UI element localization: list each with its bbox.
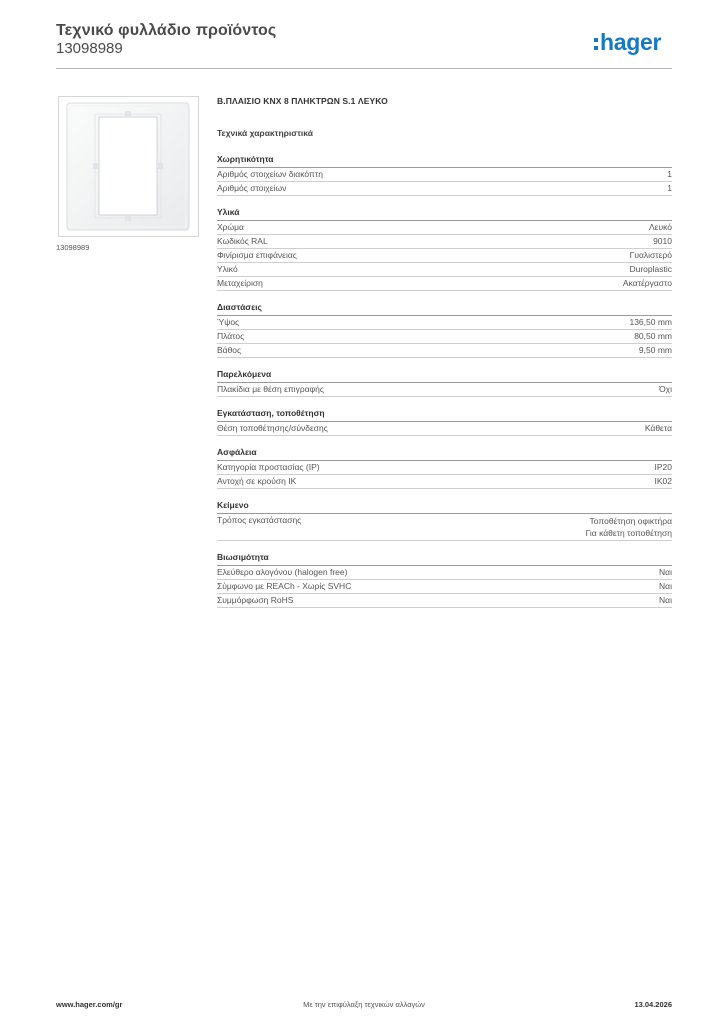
section-title: Κείμενο — [217, 500, 672, 514]
spec-label: Αντοχή σε κρούση IK — [217, 476, 297, 486]
product-name: Β.ΠΛΑΙΣΙΟ KNX 8 ΠΛΗΚΤΡΩΝ S.1 ΛΕΥΚΟ — [217, 96, 388, 106]
spec-label: Συμμόρφωση RoHS — [217, 595, 294, 605]
spec-row — [217, 330, 672, 344]
spec-content — [217, 96, 672, 619]
logo-dots-icon — [594, 38, 598, 50]
hager-logo — [594, 29, 661, 55]
spec-value-line: 80,50 mm — [634, 331, 672, 341]
spec-label: Αριθμός στοιχείων διακόπτη — [217, 169, 323, 179]
spec-value — [630, 249, 672, 262]
spec-value — [586, 514, 672, 540]
spec-value-line: Ναι — [659, 595, 672, 605]
spec-heading: Τεχνικά χαρακτηριστικά — [217, 128, 313, 138]
footer-disclaimer: Με την επιφύλαξη τεχνικών αλλαγών — [303, 1000, 425, 1009]
spec-section — [217, 500, 672, 541]
spec-value — [667, 182, 672, 195]
spec-label: Βάθος — [217, 345, 242, 355]
spec-value — [629, 263, 672, 276]
spec-value — [645, 422, 672, 435]
spec-value-line: Κάθετα — [644, 423, 672, 433]
product-image-caption: 13098989 — [56, 243, 90, 252]
spec-row — [217, 249, 672, 263]
spec-row — [217, 422, 672, 436]
section-title: Χωρητικότητα — [217, 154, 672, 168]
spec-value-line: Τοποθέτηση οφικτήρα — [589, 516, 672, 526]
spec-row — [217, 168, 672, 182]
spec-value — [659, 580, 672, 593]
spec-value — [659, 594, 672, 607]
spec-value-line: Ναι — [659, 567, 672, 577]
spec-value-line: Ακατέργαστο — [622, 278, 672, 288]
spec-value — [655, 475, 673, 488]
spec-section — [217, 552, 672, 608]
spec-label: Μεταχείριση — [217, 278, 263, 288]
spec-value — [623, 277, 672, 290]
spec-row — [217, 235, 672, 249]
spec-label: Φινίρισμα επιφάνειας — [217, 250, 297, 260]
spec-row — [217, 316, 672, 330]
spec-row — [217, 594, 672, 608]
spec-value — [629, 316, 672, 329]
section-title: Παρελκόμενα — [217, 369, 672, 383]
header-divider — [56, 68, 672, 69]
section-title: Διαστάσεις — [217, 302, 672, 316]
footer-website: www.hager.com/gr — [56, 1000, 123, 1009]
spec-label: Τρόπος εγκατάστασης — [217, 515, 302, 525]
spec-label: Κατηγορία προστασίας (IP) — [217, 462, 320, 472]
document-title: Τεχνικό φυλλάδιο προϊόντος — [56, 22, 277, 39]
spec-value — [649, 221, 672, 234]
spec-label: Αριθμός στοιχείων — [217, 183, 287, 193]
spec-value — [659, 383, 672, 396]
spec-row — [217, 514, 672, 541]
spec-value-line: Λευκό — [649, 222, 672, 232]
spec-row — [217, 475, 672, 489]
spec-row — [217, 221, 672, 235]
spec-row — [217, 580, 672, 594]
spec-value — [655, 461, 673, 474]
spec-section — [217, 447, 672, 489]
spec-section — [217, 154, 672, 196]
spec-value — [653, 235, 672, 248]
spec-label: Χρώμα — [217, 222, 244, 232]
section-title: Υλικά — [217, 207, 672, 221]
spec-row — [217, 566, 672, 580]
spec-value-line: IK02 — [654, 476, 672, 486]
section-title: Εγκατάσταση, τοποθέτηση — [217, 408, 672, 422]
spec-value-line: 1 — [667, 169, 672, 179]
spec-row — [217, 383, 672, 397]
section-title: Ασφάλεια — [217, 447, 672, 461]
spec-label: Υλικό — [217, 264, 238, 274]
spec-value-line: Γυαλιστερό — [629, 250, 672, 260]
spec-value-line: 1 — [667, 183, 672, 193]
spec-row — [217, 277, 672, 291]
footer-date: 13.04.2026 — [634, 1000, 672, 1009]
spec-label: Πλακίδια με θέση επιγραφής — [217, 384, 324, 394]
spec-value-line: 136,50 mm — [629, 317, 672, 327]
logo-text: hager — [600, 28, 662, 55]
spec-label: Πλάτος — [217, 331, 245, 341]
spec-value-line: 9010 — [653, 236, 672, 246]
spec-section — [217, 302, 672, 358]
spec-value-line: Duroplastic — [629, 264, 672, 274]
spec-value — [667, 168, 672, 181]
spec-value-line: Ναι — [659, 581, 672, 591]
spec-label: Κωδικός RAL — [217, 236, 268, 246]
spec-section — [217, 207, 672, 291]
spec-value-line: Όχι — [659, 384, 672, 394]
spec-row — [217, 263, 672, 277]
spec-section — [217, 408, 672, 436]
product-image — [58, 96, 199, 237]
spec-value — [659, 566, 672, 579]
spec-row — [217, 344, 672, 358]
spec-value-line: Για κάθετη τοποθέτηση — [585, 528, 672, 538]
spec-value — [639, 344, 672, 357]
spec-value — [634, 330, 672, 343]
spec-sections — [217, 154, 672, 608]
spec-row — [217, 182, 672, 196]
spec-section — [217, 369, 672, 397]
spec-label: Σύμφωνο με REACh - Χωρίς SVHC — [217, 581, 352, 591]
spec-value-line: IP20 — [654, 462, 672, 472]
section-title: Βιωσιμότητα — [217, 552, 672, 566]
spec-label: Ύψος — [217, 317, 240, 327]
spec-row — [217, 461, 672, 475]
switch-frame-illustration — [59, 97, 198, 236]
spec-value-line: 9,50 mm — [638, 345, 672, 355]
product-number: 13098989 — [56, 40, 123, 57]
spec-label: Ελεύθερο αλογόνου (halogen free) — [217, 567, 348, 577]
spec-label: Θέση τοποθέτησης/σύνδεσης — [217, 423, 328, 433]
